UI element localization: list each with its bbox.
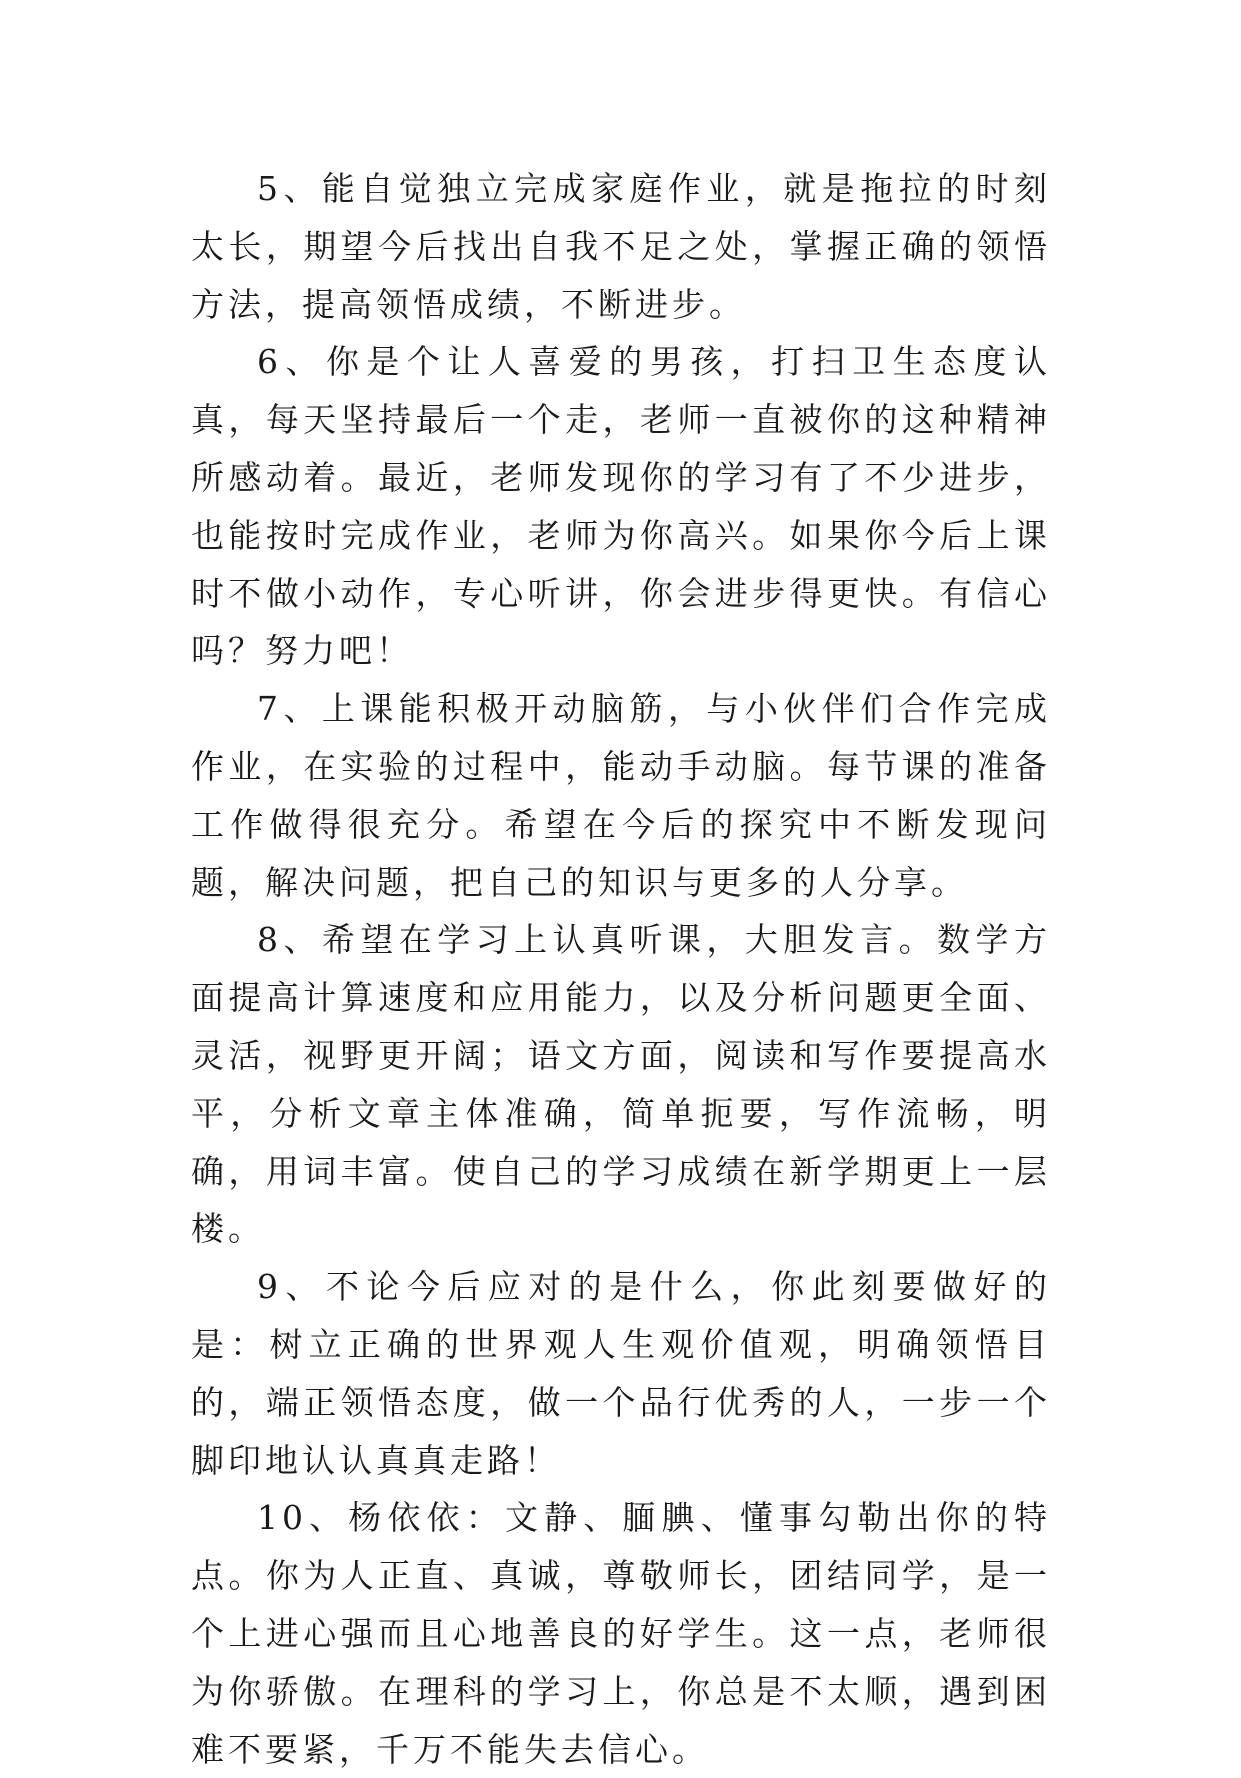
comment-paragraph-6: 6、你是个让人喜爱的男孩，打扫卫生态度认真，每天坚持最后一个走，老师一直被你的这种精神所感动着。最近，老师发现你的学习有了不少进步，也能按时完成作业，老师为你高兴。如果你今后上课时不做小动作，专心听讲，你会进步得更快。有信心吗？努力吧！ bbox=[191, 342, 1051, 671]
comment-paragraph-10: 10、杨依依：文静、腼腆、懂事勾勒出你的特点。你为人正直、真诚，尊敬师长，团结同学，是一个上进心强而且心地善良的好学生。这一点，老师很为你骄傲。在理科的学习上，你总是不太顺，遇到困难不要紧，千万不能失去信心。 bbox=[191, 1498, 1051, 1769]
comment-paragraph-5: 5、能自觉独立完成家庭作业，就是拖拉的时刻太长，期望今后找出自我不足之处，掌握正确的领悟方法，提高领悟成绩，不断进步。 bbox=[191, 169, 1051, 324]
comment-paragraph-7: 7、上课能积极开动脑筋，与小伙伴们合作完成作业，在实验的过程中，能动手动脑。每节课的准备工作做得很充分。希望在今后的探究中不断发现问题，解决问题，把自己的知识与更多的人分享。 bbox=[191, 689, 1051, 902]
comment-paragraph-8: 8、希望在学习上认真听课，大胆发言。数学方面提高计算速度和应用能力，以及分析问题更全面、灵活，视野更开阔；语文方面，阅读和写作要提高水平，分析文章主体准确，简单扼要，写作流畅，明确，用词丰富。使自己的学习成绩在新学期更上一层楼。 bbox=[191, 920, 1051, 1249]
comment-paragraph-9: 9、不论今后应对的是什么，你此刻要做好的是：树立正确的世界观人生观价值观，明确领悟目的，端正领悟态度，做一个品行优秀的人，一步一个脚印地认认真真走路！ bbox=[191, 1267, 1051, 1480]
document-body bbox=[191, 160, 1051, 1778]
